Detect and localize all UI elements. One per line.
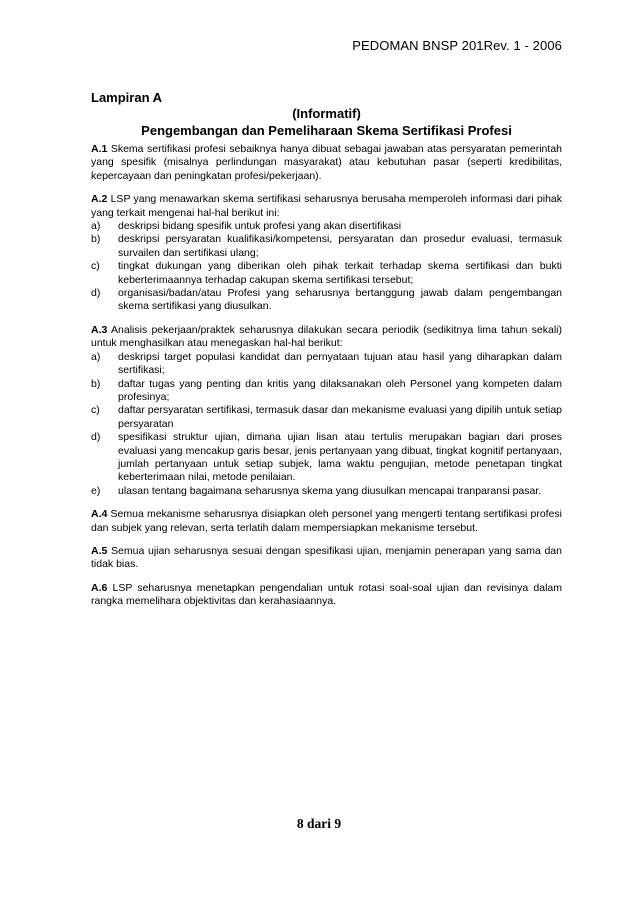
list-item-text: deskripsi target populasi kandidat dan pernyataan tujuan atau hasil yang diharapkan dalam sertifikasi;	[118, 350, 562, 377]
section-number: A.3	[91, 323, 108, 336]
section-paragraph	[91, 508, 562, 535]
list-item	[91, 220, 562, 233]
list-marker: d)	[91, 431, 101, 444]
list-marker: d)	[91, 287, 101, 300]
list-marker: b)	[91, 377, 101, 390]
list-marker: c)	[91, 404, 100, 417]
section-paragraph	[91, 582, 562, 609]
section-text: Skema sertifikasi profesi sebaiknya hanya dibuat sebagai jawaban atas persyaratan pemerintah yang spesifik (misalnya perlindungan masyarakat) atau kebutuhan pasar (seperti kredibilitas, kepercayaan dan peningkatan profesi/pekerjaan).	[91, 143, 562, 182]
list-item	[91, 287, 562, 314]
list-item-text: deskripsi persyaratan kualifikasi/kompetensi, persyaratan dan prosedur evaluasi, termasuk survailen dan sertifikasi ulang;	[118, 233, 562, 259]
list-item	[91, 378, 562, 405]
section-number: A.5	[91, 544, 108, 557]
list-marker: c)	[91, 260, 100, 273]
list-marker: b)	[91, 233, 101, 246]
section-paragraph	[91, 324, 562, 351]
list-item-text: deskripsi bidang spesifik untuk profesi yang akan disertifikasi	[118, 220, 402, 233]
list-item-text: organisasi/badan/atau Profesi yang seharusnya bertanggung jawab dalam pengembangan skema sertifikasi yang diusulkan.	[118, 287, 562, 313]
list-item-text: tingkat dukungan yang diberikan oleh pihak terkait terhadap skema sertifikasi dan bukti keberterimaannya terhadap cakupan skema sertifikasi tersebut;	[118, 260, 562, 286]
section-number: A.2	[91, 193, 108, 206]
section-number: A.6	[91, 581, 108, 594]
list-item	[91, 431, 562, 485]
document-title: Pengembangan dan Pemeliharaan Skema Sertifikasi Profesi	[141, 123, 512, 138]
page-number: 8 dari 9	[296, 816, 342, 831]
section-a2	[91, 193, 562, 314]
section-text: LSP seharusnya menetapkan pengendalian untuk rotasi soal-soal ujian dan revisinya dalam rangka memelihara objektivitas dan kerahasiaannya.	[91, 581, 562, 608]
list-item-text: daftar persyaratan sertifikasi, termasuk dasar dan mekanisme evaluasi yang dipilih untuk setiap persyaratan	[118, 404, 562, 430]
section-a3	[91, 324, 562, 498]
informative-label: (Informatif)	[292, 106, 361, 121]
list-marker: a)	[91, 350, 101, 363]
section-number: A.4	[91, 508, 108, 521]
section-a4	[91, 508, 562, 535]
list-marker: e)	[91, 484, 101, 497]
section-text: Semua mekanisme seharusnya disiapkan oleh personel yang mengerti tentang sertifikasi profesi dan subjek yang relevan, serta terlatih dalam mempersiapkan mekanisme tersebut.	[91, 508, 562, 534]
section-list	[91, 220, 562, 314]
section-a5	[91, 545, 562, 572]
section-a6	[91, 582, 562, 609]
list-item-text: ulasan tentang bagaimana seharusnya skema yang diusulkan mencapai tranparansi pasar.	[118, 484, 542, 497]
section-text: Semua ujian seharusnya sesuai dengan spesifikasi ujian, menjamin penerapan yang sama dan tidak bias.	[91, 544, 562, 571]
list-item	[91, 351, 562, 378]
page-header: PEDOMAN BNSP 201Rev. 1 - 2006	[352, 38, 562, 53]
section-list	[91, 351, 562, 498]
document-body	[91, 90, 562, 619]
list-marker: a)	[91, 220, 101, 233]
section-number: A.1	[91, 143, 108, 155]
section-text: Analisis pekerjaan/praktek seharusnya dilakukan secara periodik (sedikitnya lima tahun sekali) untuk menghasilkan atau menegaskan hal-hal berikut:	[91, 323, 562, 350]
section-paragraph	[91, 193, 562, 220]
list-item-text: spesifikasi struktur ujian, dimana ujian lisan atau tertulis merupakan bagian dari proses evaluasi yang mencakup garis besar, jenis pertanyaan yang dibuat, tingkat kognitif pertanyaan, jumlah pertanyaan untuk setiap subjek, lama waktu pengujian, metode penetapan tingkat keberterimaan nilai, metode penilaian.	[118, 431, 562, 484]
section-paragraph	[91, 143, 562, 183]
section-a1	[91, 143, 562, 183]
appendix-label: Lampiran A	[91, 90, 163, 105]
list-item	[91, 485, 562, 498]
list-item	[91, 404, 562, 431]
section-paragraph	[91, 545, 562, 572]
list-item-text: daftar tugas yang penting dan kritis yang dilaksanakan oleh Personel yang kompeten dalam profesinya;	[118, 377, 562, 403]
list-item	[91, 260, 562, 287]
section-text: LSP yang menawarkan skema sertifikasi seharusnya berusaha memperoleh informasi dari pihak yang terkait mengenai hal-hal berikut ini:	[91, 193, 562, 219]
list-item	[91, 233, 562, 260]
